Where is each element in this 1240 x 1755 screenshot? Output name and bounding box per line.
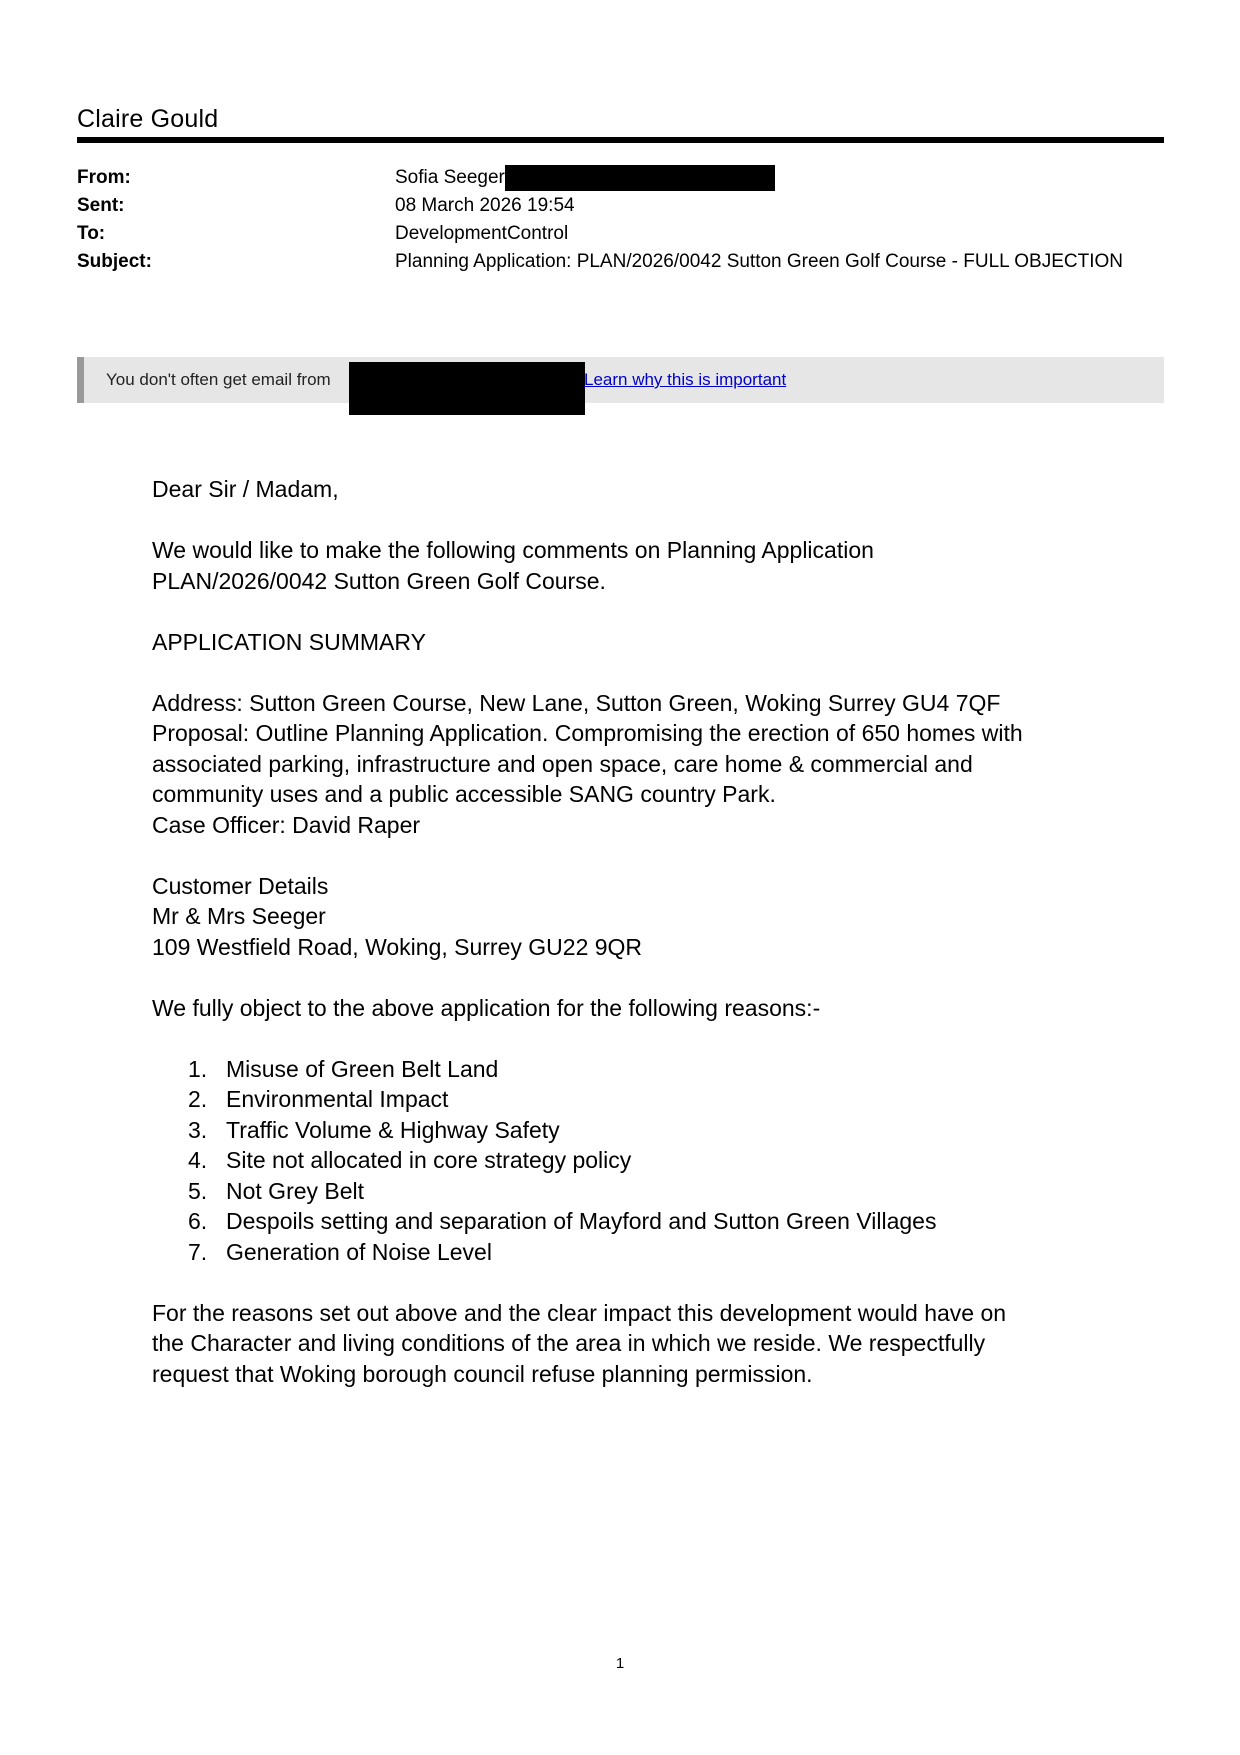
list-text: Generation of Noise Level <box>226 1238 492 1265</box>
from-row <box>77 164 1164 192</box>
case-officer-line: Case Officer: David Raper <box>152 811 421 838</box>
closing-line: request that Woking borough council refuse planning permission. <box>152 1360 813 1387</box>
sent-row <box>77 192 1164 220</box>
redaction-block <box>505 165 775 191</box>
to-row <box>77 220 1164 248</box>
email-body <box>152 474 1102 1420</box>
list-text: Despoils setting and separation of Mayford and Sutton Green Villages <box>226 1208 937 1234</box>
header-divider <box>77 137 1164 143</box>
subject-label: Subject: <box>77 251 152 272</box>
from-value: Sofia Seeger <box>395 167 505 188</box>
application-reference: PLAN/2026/0042 Sutton Green Golf Course. <box>152 567 606 594</box>
list-text: Environmental Impact <box>226 1086 449 1112</box>
redaction-block <box>349 362 585 415</box>
email-header <box>77 164 1164 276</box>
closing-line: For the reasons set out above and the clear impact this development would have on <box>152 1299 1007 1326</box>
list-number: 7. <box>188 1238 208 1265</box>
address-line: Address: Sutton Green Course, New Lane, Sutton Green, Woking Surrey GU4 7QF <box>152 689 1001 716</box>
objection-intro: We fully object to the above application for the following reasons:- <box>152 994 821 1021</box>
list-item <box>152 1145 1102 1176</box>
list-item <box>152 1084 1102 1115</box>
customer-name: Mr & Mrs Seeger <box>152 903 326 929</box>
reasons-list <box>152 1054 1102 1268</box>
summary-paragraph <box>152 688 1102 841</box>
subject-value: Planning Application: PLAN/2026/0042 Sutton Green Golf Course - FULL OBJECTION <box>395 251 1124 272</box>
greeting: Dear Sir / Madam, <box>152 476 339 502</box>
subject-row <box>77 248 1164 276</box>
sent-value: 08 March 2026 19:54 <box>395 195 575 216</box>
page-number: 1 <box>615 1655 625 1672</box>
proposal-line: community uses and a public accessible SANG country Park. <box>152 781 776 807</box>
list-item <box>152 1237 1102 1268</box>
closing-paragraph <box>152 1298 1102 1390</box>
sent-label: Sent: <box>77 195 125 216</box>
intro-paragraph <box>152 535 1102 596</box>
customer-heading: Customer Details <box>152 872 329 899</box>
list-number: 4. <box>188 1147 208 1173</box>
list-number: 3. <box>188 1116 208 1143</box>
page-owner-name: Claire Gould <box>77 105 219 133</box>
list-text: Traffic Volume & Highway Safety <box>226 1116 560 1143</box>
list-text: Not Grey Belt <box>226 1177 365 1204</box>
from-label: From: <box>77 167 131 188</box>
proposal-line: associated parking, infrastructure and open space, care home & commercial and <box>152 750 973 777</box>
list-text: Site not allocated in core strategy policy <box>226 1147 632 1173</box>
list-item <box>152 1176 1102 1207</box>
notice-text: You don't often get email from <box>106 370 331 389</box>
list-item <box>152 1054 1102 1085</box>
intro-line: We would like to make the following comments on Planning Application <box>152 537 874 563</box>
customer-details <box>152 871 1102 963</box>
list-text: Misuse of Green Belt Land <box>226 1055 499 1082</box>
list-item <box>152 1206 1102 1237</box>
list-number: 1. <box>188 1055 208 1082</box>
closing-line: the Character and living conditions of the area in which we reside. We respectfully <box>152 1330 986 1356</box>
to-value: DevelopmentControl <box>395 223 569 244</box>
to-label: To: <box>77 223 106 244</box>
proposal-line: Proposal: Outline Planning Application. Compromising the erection of 650 homes with <box>152 720 1023 746</box>
list-number: 2. <box>188 1086 208 1112</box>
list-number: 6. <box>188 1208 208 1234</box>
customer-address: 109 Westfield Road, Woking, Surrey GU22 9QR <box>152 933 643 960</box>
summary-heading: APPLICATION SUMMARY <box>152 628 426 655</box>
list-item <box>152 1115 1102 1146</box>
learn-why-link[interactable]: Learn why this is important <box>584 370 787 389</box>
list-number: 5. <box>188 1177 208 1204</box>
